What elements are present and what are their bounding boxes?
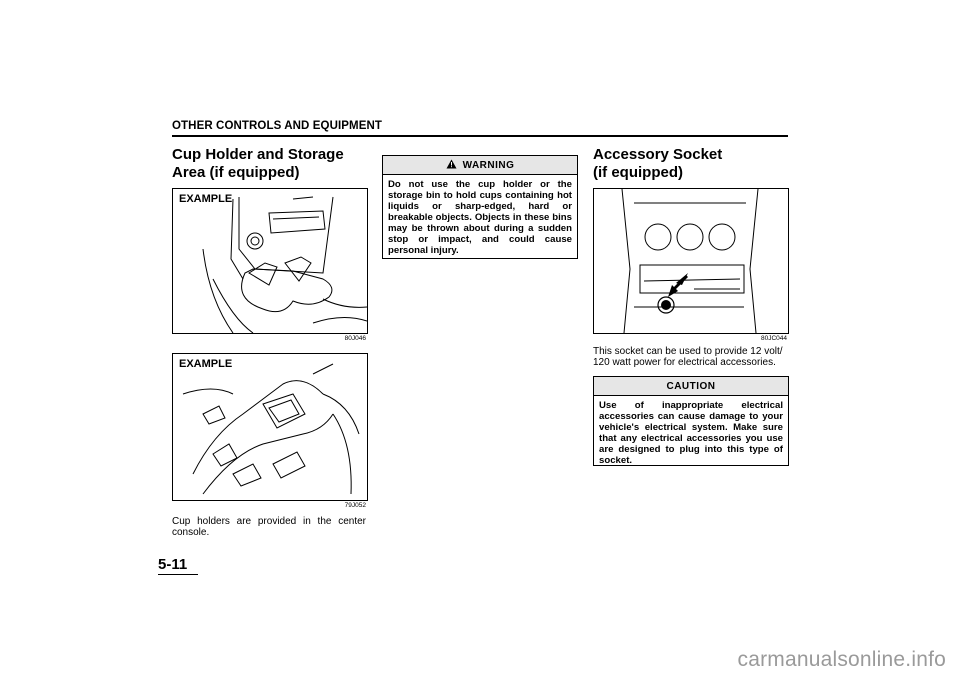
page-header-title: OTHER CONTROLS AND EQUIPMENT — [172, 120, 383, 132]
caution-header — [594, 377, 788, 396]
console-figure — [172, 353, 368, 501]
warning-heading: WARNING — [462, 159, 515, 171]
accessory-socket-body-text: This socket can be used to provide 12 volt/ 120 watt power for electrical accessories. — [593, 346, 783, 368]
page-number-rule — [158, 574, 198, 575]
cup-holder-figure — [172, 188, 368, 334]
caution-box — [593, 376, 789, 466]
figure-code: 80JC044 — [760, 335, 787, 342]
caution-heading: CAUTION — [666, 380, 716, 392]
accessory-socket-figure — [593, 188, 789, 334]
warning-box — [382, 155, 578, 259]
warning-triangle-icon — [446, 159, 457, 172]
watermark-link[interactable]: carmanualsonline.info — [737, 648, 946, 671]
cup-holder-body-text: Cup holders are provided in the center console. — [172, 516, 366, 538]
page-number: 5-11 — [158, 556, 188, 573]
accessory-socket-title-line1: Accessory Socket — [593, 146, 723, 163]
figure-example-label: EXAMPLE — [179, 358, 233, 370]
caution-text: Use of inappropriate electrical accessories can cause damage to your vehicle's electrical system. Make sure that any electrical accessories you use are designed to plug into this type of socket. — [599, 400, 783, 466]
header-rule — [172, 135, 788, 137]
accessory-socket-illustration — [594, 189, 788, 333]
figure-example-label: EXAMPLE — [179, 193, 233, 205]
cup-holder-section-title: Cup Holder and Storage Area (if equipped) — [172, 146, 344, 181]
warning-text: Do not use the cup holder or the storage bin to hold cups containing hot liquids or sharp-edged, hard or breakable objects. Objects in these bins may be thrown about during a sudden stop or impact, and could cause personal injury. — [388, 179, 572, 256]
console-illustration — [173, 354, 367, 500]
warning-header — [383, 156, 577, 175]
figure-code: 79J052 — [344, 502, 366, 509]
figure-code: 80J046 — [344, 335, 366, 342]
accessory-socket-title-line2: (if equipped) — [593, 164, 683, 181]
cup-holder-illustration — [173, 189, 367, 333]
